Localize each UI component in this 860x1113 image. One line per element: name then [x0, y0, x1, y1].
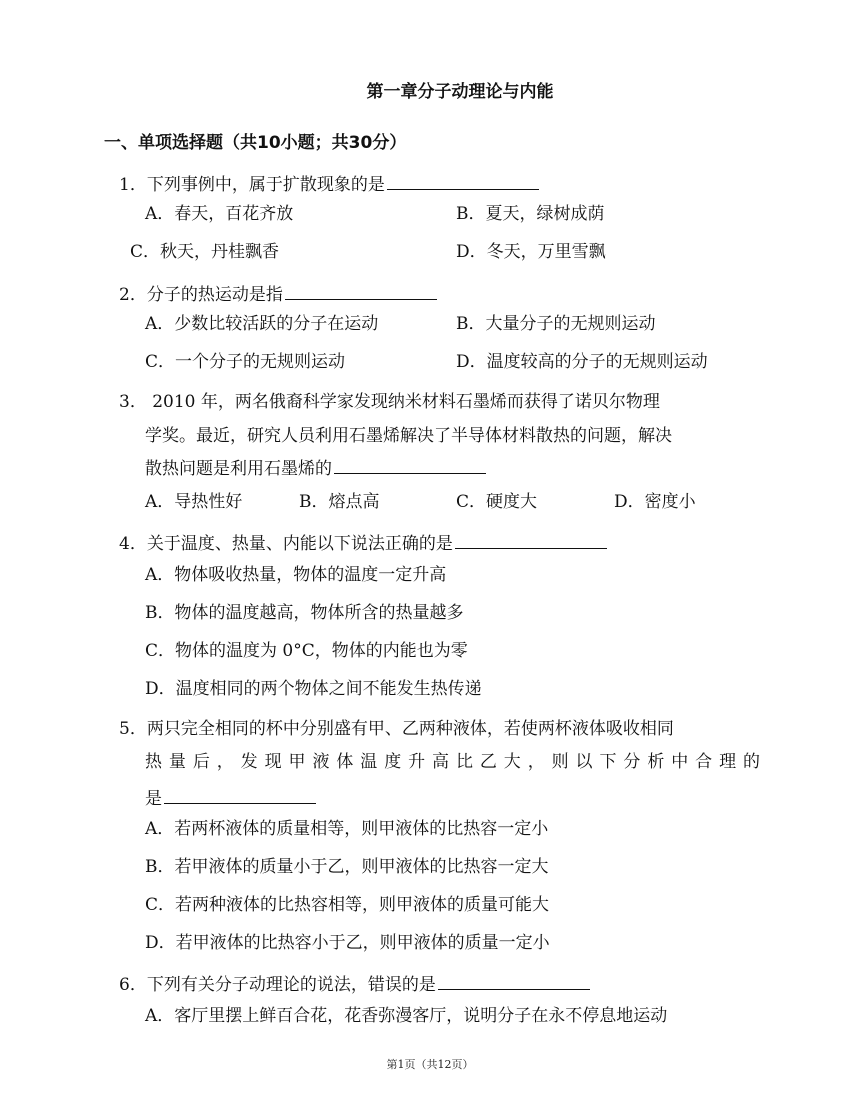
question-3-option-c: C．硬度大 [456, 492, 538, 512]
question-4-option-c: C．物体的温度为 0°C，物体的内能也为零 [145, 641, 468, 661]
question-4-option-d: D．温度相同的两个物体之间不能发生热传递 [145, 679, 482, 699]
question-5-option-c: C．若两种液体的比热容相等，则甲液体的质量可能大 [145, 895, 550, 915]
question-6-text: 6．下列有关分子动理论的说法，错误的是 [119, 975, 436, 995]
question-3-line-2: 学奖。最近，研究人员利用石墨烯解决了半导体材料散热的问题，解决 [145, 426, 672, 446]
answer-blank [164, 785, 316, 804]
question-3-option-b: B．熔点高 [299, 492, 380, 512]
answer-blank [455, 530, 607, 549]
question-5-text: 是 [145, 789, 162, 809]
question-6-option-a: A．客厅里摆上鲜百合花，花香弥漫客厅，说明分子在永不停息地运动 [145, 1006, 668, 1026]
question-1-option-b: B．夏天，绿树成荫 [456, 204, 605, 224]
question-5-option-b: B．若甲液体的质量小于乙，则甲液体的比热容一定大 [145, 857, 549, 877]
question-4-text: 4．关于温度、热量、内能以下说法正确的是 [119, 534, 453, 554]
question-5-option-d: D．若甲液体的比热容小于乙，则甲液体的质量一定小 [145, 933, 550, 953]
answer-blank [387, 171, 539, 190]
section-heading: 一、单项选择题（共10小题；共30分） [104, 133, 407, 153]
question-2-option-c: C．一个分子的无规则运动 [145, 352, 346, 372]
question-3-line-3 [145, 455, 486, 481]
question-1-stem [119, 171, 539, 197]
answer-blank [438, 971, 590, 990]
question-1-option-d: D．冬天，万里雪飘 [456, 242, 606, 262]
question-1-text: 1．下列事例中，属于扩散现象的是 [119, 175, 385, 195]
question-4-option-b: B．物体的温度越高，物体所含的热量越多 [145, 603, 464, 623]
question-5-line-3 [145, 785, 316, 811]
question-2-option-a: A．少数比较活跃的分子在运动 [145, 314, 379, 334]
page-footer: 第1页（共12页） [386, 1058, 474, 1071]
answer-blank [334, 455, 486, 474]
question-3-line-1: 3． 2010 年，两名俄裔科学家发现纳米材料石墨烯而获得了诺贝尔物理 [119, 392, 660, 412]
answer-blank [285, 281, 437, 300]
question-4-option-a: A．物体吸收热量，物体的温度一定升高 [145, 565, 447, 585]
question-3-option-a: A．导热性好 [145, 492, 243, 512]
question-1-option-a: A．春天，百花齐放 [145, 204, 294, 224]
question-4-stem [119, 530, 607, 556]
question-3-text: 散热问题是利用石墨烯的 [145, 459, 332, 479]
question-3-option-d: D．密度小 [614, 492, 696, 512]
question-2-option-d: D．温度较高的分子的无规则运动 [456, 352, 708, 372]
question-2-stem [119, 281, 437, 307]
question-6-stem [119, 971, 590, 997]
page-title: 第一章分子动理论与内能 [366, 82, 554, 102]
question-2-text: 2．分子的热运动是指 [119, 285, 283, 305]
question-1-option-c: C．秋天，丹桂飘香 [130, 242, 280, 262]
question-5-line-1: 5．两只完全相同的杯中分别盛有甲、乙两种液体，若使两杯液体吸收相同 [119, 719, 674, 739]
question-5-line-2: 热量后，发现甲液体温度升高比乙大，则以下分析中合理的 [145, 752, 760, 772]
question-5-option-a: A．若两杯液体的质量相等，则甲液体的比热容一定小 [145, 819, 549, 839]
question-2-option-b: B．大量分子的无规则运动 [456, 314, 656, 334]
